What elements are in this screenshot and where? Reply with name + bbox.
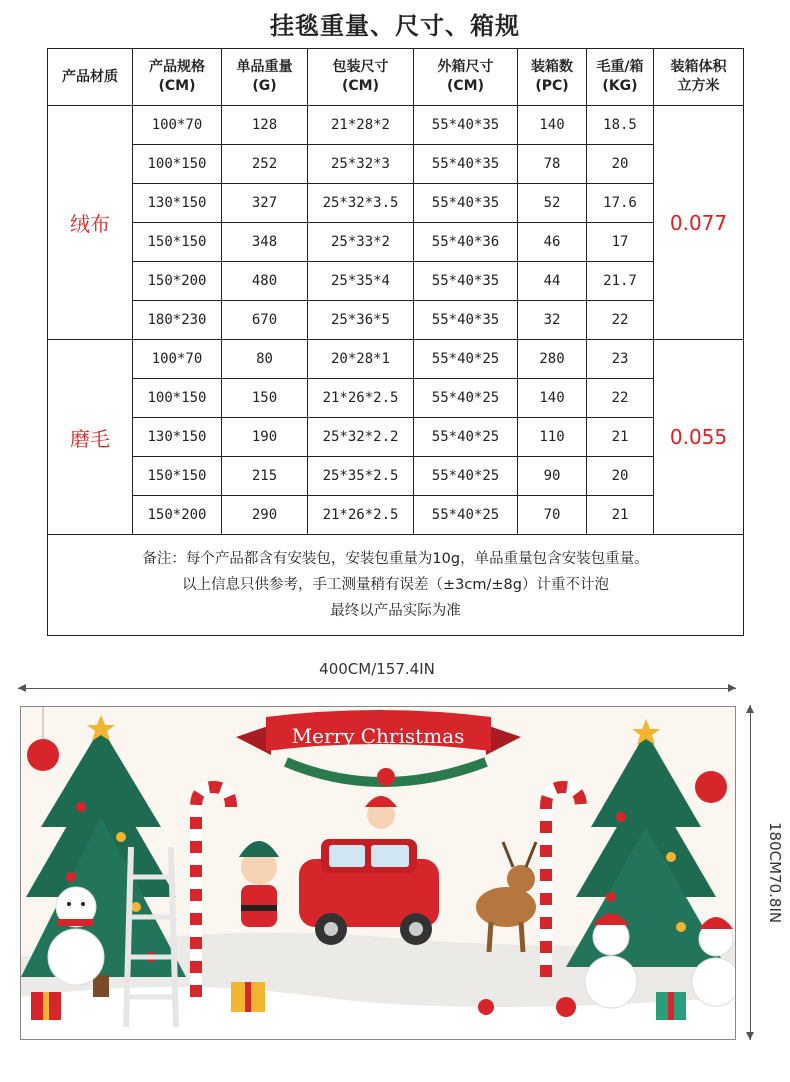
table-cell: 110 bbox=[518, 418, 587, 457]
table-row bbox=[48, 262, 744, 301]
material-cell: 磨毛 bbox=[48, 340, 133, 535]
note-line: 以上信息只供参考，手工测量稍有误差（±3cm/±8g）计重不计泡 bbox=[182, 577, 609, 593]
table-cell: 55*40*35 bbox=[414, 145, 518, 184]
table-cell: 100*150 bbox=[133, 379, 222, 418]
table-cell: 20 bbox=[587, 145, 654, 184]
table-cell: 100*150 bbox=[133, 145, 222, 184]
note-line: 最终以产品实际为准 bbox=[330, 603, 461, 619]
table-cell: 21*26*2.5 bbox=[308, 379, 414, 418]
page-title: 挂毯重量、尺寸、箱规 bbox=[270, 12, 520, 40]
table-cell: 670 bbox=[222, 301, 308, 340]
table-cell: 55*40*25 bbox=[414, 457, 518, 496]
width-dimension bbox=[18, 660, 736, 690]
table-cell: 150*150 bbox=[133, 223, 222, 262]
table-cell: 290 bbox=[222, 496, 308, 535]
table-cell: 150*200 bbox=[133, 262, 222, 301]
table-cell: 130*150 bbox=[133, 184, 222, 223]
tapestry-artwork bbox=[20, 706, 736, 1040]
table-cell: 55*40*25 bbox=[414, 340, 518, 379]
table-cell: 140 bbox=[518, 106, 587, 145]
christmas-scene-illustration bbox=[21, 707, 736, 1040]
column-header-line: (CM) bbox=[446, 78, 484, 94]
arrow-up-icon bbox=[746, 705, 754, 713]
column-header bbox=[587, 49, 654, 106]
table-row bbox=[48, 145, 744, 184]
column-header-line: 产品规格 bbox=[149, 59, 205, 75]
table-row bbox=[48, 106, 744, 145]
table-cell: 55*40*36 bbox=[414, 223, 518, 262]
height-label: 180CM70.8IN bbox=[766, 821, 784, 924]
table-cell: 128 bbox=[222, 106, 308, 145]
column-header-line: 单品重量 bbox=[236, 59, 293, 75]
table-cell: 150*150 bbox=[133, 457, 222, 496]
table-cell: 140 bbox=[518, 379, 587, 418]
table-cell: 25*35*4 bbox=[308, 262, 414, 301]
table-cell: 190 bbox=[222, 418, 308, 457]
table-cell: 21 bbox=[587, 418, 654, 457]
table-cell: 327 bbox=[222, 184, 308, 223]
arrow-down-icon bbox=[746, 1032, 754, 1040]
table-cell: 180*230 bbox=[133, 301, 222, 340]
table-header bbox=[48, 49, 744, 106]
column-header-line: 产品材质 bbox=[62, 68, 118, 85]
table-cell: 25*33*2 bbox=[308, 223, 414, 262]
table-cell: 100*70 bbox=[133, 340, 222, 379]
column-header bbox=[654, 49, 744, 106]
column-header bbox=[518, 49, 587, 106]
table-cell: 21.7 bbox=[587, 262, 654, 301]
table-row bbox=[48, 496, 744, 535]
table-cell: 55*40*35 bbox=[414, 262, 518, 301]
column-header bbox=[222, 49, 308, 106]
table-cell: 44 bbox=[518, 262, 587, 301]
table-cell: 150*200 bbox=[133, 496, 222, 535]
column-header-line: (CM) bbox=[341, 78, 379, 94]
table-cell: 23 bbox=[587, 340, 654, 379]
width-label: 400CM/157.4IN bbox=[319, 660, 435, 678]
table-cell: 78 bbox=[518, 145, 587, 184]
table-cell: 55*40*35 bbox=[414, 301, 518, 340]
volume-cell: 0.055 bbox=[654, 340, 744, 535]
column-header-line: 毛重/箱 bbox=[596, 59, 644, 75]
table-cell: 480 bbox=[222, 262, 308, 301]
table-cell: 25*32*3.5 bbox=[308, 184, 414, 223]
table-cell: 32 bbox=[518, 301, 587, 340]
table-body bbox=[48, 106, 744, 636]
table-cell: 25*35*2.5 bbox=[308, 457, 414, 496]
column-header-line: (KG) bbox=[602, 78, 638, 94]
table-cell: 20 bbox=[587, 457, 654, 496]
table-cell: 25*32*2.2 bbox=[308, 418, 414, 457]
table-cell: 55*40*25 bbox=[414, 379, 518, 418]
table-cell: 21*26*2.5 bbox=[308, 496, 414, 535]
table-row bbox=[48, 418, 744, 457]
table-cell: 25*36*5 bbox=[308, 301, 414, 340]
notes-row bbox=[48, 535, 744, 636]
table-cell: 20*28*1 bbox=[308, 340, 414, 379]
table-cell: 52 bbox=[518, 184, 587, 223]
column-header-line: (PC) bbox=[535, 78, 569, 94]
height-dimension bbox=[742, 705, 782, 1040]
table-cell: 100*70 bbox=[133, 106, 222, 145]
arrow-right-icon bbox=[728, 684, 736, 692]
table-cell: 46 bbox=[518, 223, 587, 262]
column-header bbox=[48, 49, 133, 106]
table-cell: 90 bbox=[518, 457, 587, 496]
table-cell: 22 bbox=[587, 379, 654, 418]
table-row bbox=[48, 457, 744, 496]
width-line bbox=[18, 688, 736, 689]
height-line bbox=[750, 705, 751, 1040]
table-cell: 130*150 bbox=[133, 418, 222, 457]
table-cell: 215 bbox=[222, 457, 308, 496]
table-cell: 55*40*35 bbox=[414, 106, 518, 145]
arrow-left-icon bbox=[18, 684, 26, 692]
table-cell: 70 bbox=[518, 496, 587, 535]
column-header bbox=[133, 49, 222, 106]
table-row bbox=[48, 379, 744, 418]
table-row bbox=[48, 340, 744, 379]
table-cell: 17 bbox=[587, 223, 654, 262]
table-cell: 150 bbox=[222, 379, 308, 418]
banner-text: Merry Christmas bbox=[291, 724, 465, 748]
table-cell: 22 bbox=[587, 301, 654, 340]
table-row bbox=[48, 301, 744, 340]
table-cell: 280 bbox=[518, 340, 587, 379]
table-cell: 55*40*25 bbox=[414, 418, 518, 457]
table-cell: 55*40*25 bbox=[414, 496, 518, 535]
material-cell: 绒布 bbox=[48, 106, 133, 340]
table-cell: 17.6 bbox=[587, 184, 654, 223]
table-cell: 55*40*35 bbox=[414, 184, 518, 223]
spec-table bbox=[47, 48, 744, 636]
column-header-line: 包装尺寸 bbox=[332, 59, 389, 75]
table-row bbox=[48, 223, 744, 262]
table-cell: 18.5 bbox=[587, 106, 654, 145]
column-header-line: 装箱体积 bbox=[670, 59, 727, 75]
column-header-line: 立方米 bbox=[677, 78, 720, 94]
column-header-line: (CM) bbox=[158, 78, 196, 94]
volume-cell: 0.077 bbox=[654, 106, 744, 340]
column-header-line: 外箱尺寸 bbox=[437, 59, 494, 75]
table-cell: 25*32*3 bbox=[308, 145, 414, 184]
table-cell: 80 bbox=[222, 340, 308, 379]
table-cell: 21 bbox=[587, 496, 654, 535]
table-cell: 348 bbox=[222, 223, 308, 262]
column-header bbox=[414, 49, 518, 106]
table-row bbox=[48, 184, 744, 223]
column-header bbox=[308, 49, 414, 106]
table-cell: 21*28*2 bbox=[308, 106, 414, 145]
note-line: 备注：每个产品都含有安装包，安装包重量为10g，单品重量包含安装包重量。 bbox=[142, 551, 649, 567]
table-cell: 252 bbox=[222, 145, 308, 184]
notes-cell bbox=[48, 535, 744, 636]
column-header-line: 装箱数 bbox=[531, 59, 573, 75]
column-header-line: (G) bbox=[252, 78, 277, 94]
header-row bbox=[48, 49, 744, 106]
